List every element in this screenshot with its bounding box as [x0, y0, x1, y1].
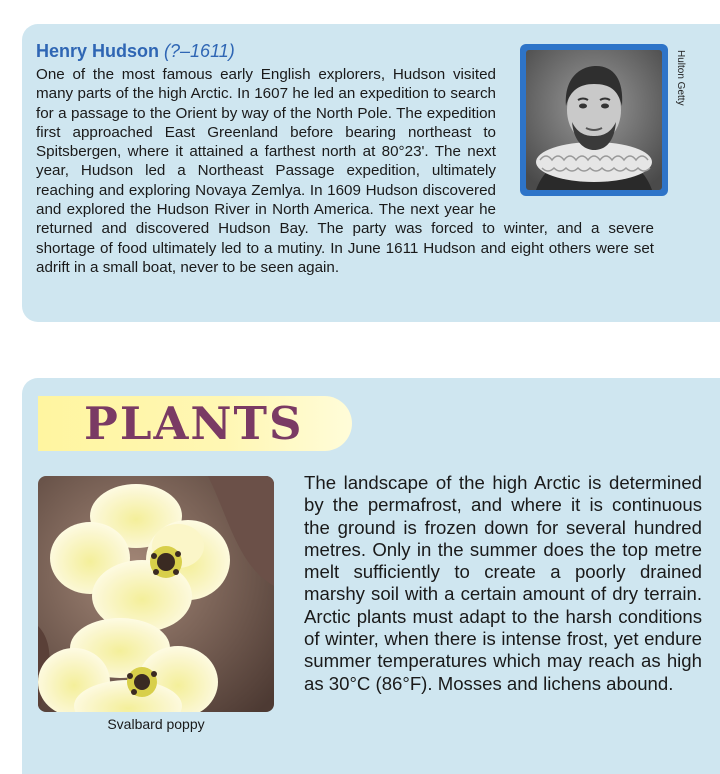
plants-body: The landscape of the high Arctic is determined by the permafrost, and where it is continuous the ground is frozen down for several hundred metres. Only in the summer does the top metre melt sufficiently to create a poorly drained marshy soil with a certain amount of dry terrain. Arctic plants must adapt to the harsh conditions of winter, when there is intense frost, yet endure summer temperatures which may reach as high as 30°C (86°F). Mosses and lichens abound. [304, 472, 702, 694]
hudson-bio-text: One of the most famous early English explorers, Hudson visited many parts of the high Arctic. In 1607 he led an expedition to search for a passage to the Orient by way of the North Pole. The expedition first approached East Greenland before bearing northeast to Spitsbergen, where it attained a farthest north at 80°23'. The next year, Hudson led a Northeast Passage expedition, ultimately reaching and exploring Novaya Zemlya. In 1609 Hudson discovered and explored the Hudson River in North America. The next year he returned and discovered Hudson Bay. The party was forced to winter, and a severe shortage of food ultimately led to a mutiny. In June 1611 Hudson and eight others were set adrift in a small boat, never to be seen again. [36, 66, 654, 276]
poppy-photo [38, 476, 274, 712]
poppy-image [38, 476, 274, 712]
hudson-portrait [520, 44, 668, 196]
hudson-name: Henry Hudson [36, 41, 160, 61]
photo-credit: Hulton Getty [675, 50, 686, 106]
hudson-dates: (?–1611) [164, 41, 235, 61]
poppy-caption: Svalbard poppy [107, 716, 205, 732]
portrait-image [526, 50, 662, 190]
hudson-heading [36, 41, 235, 62]
plants-title: PLANTS [84, 397, 304, 450]
